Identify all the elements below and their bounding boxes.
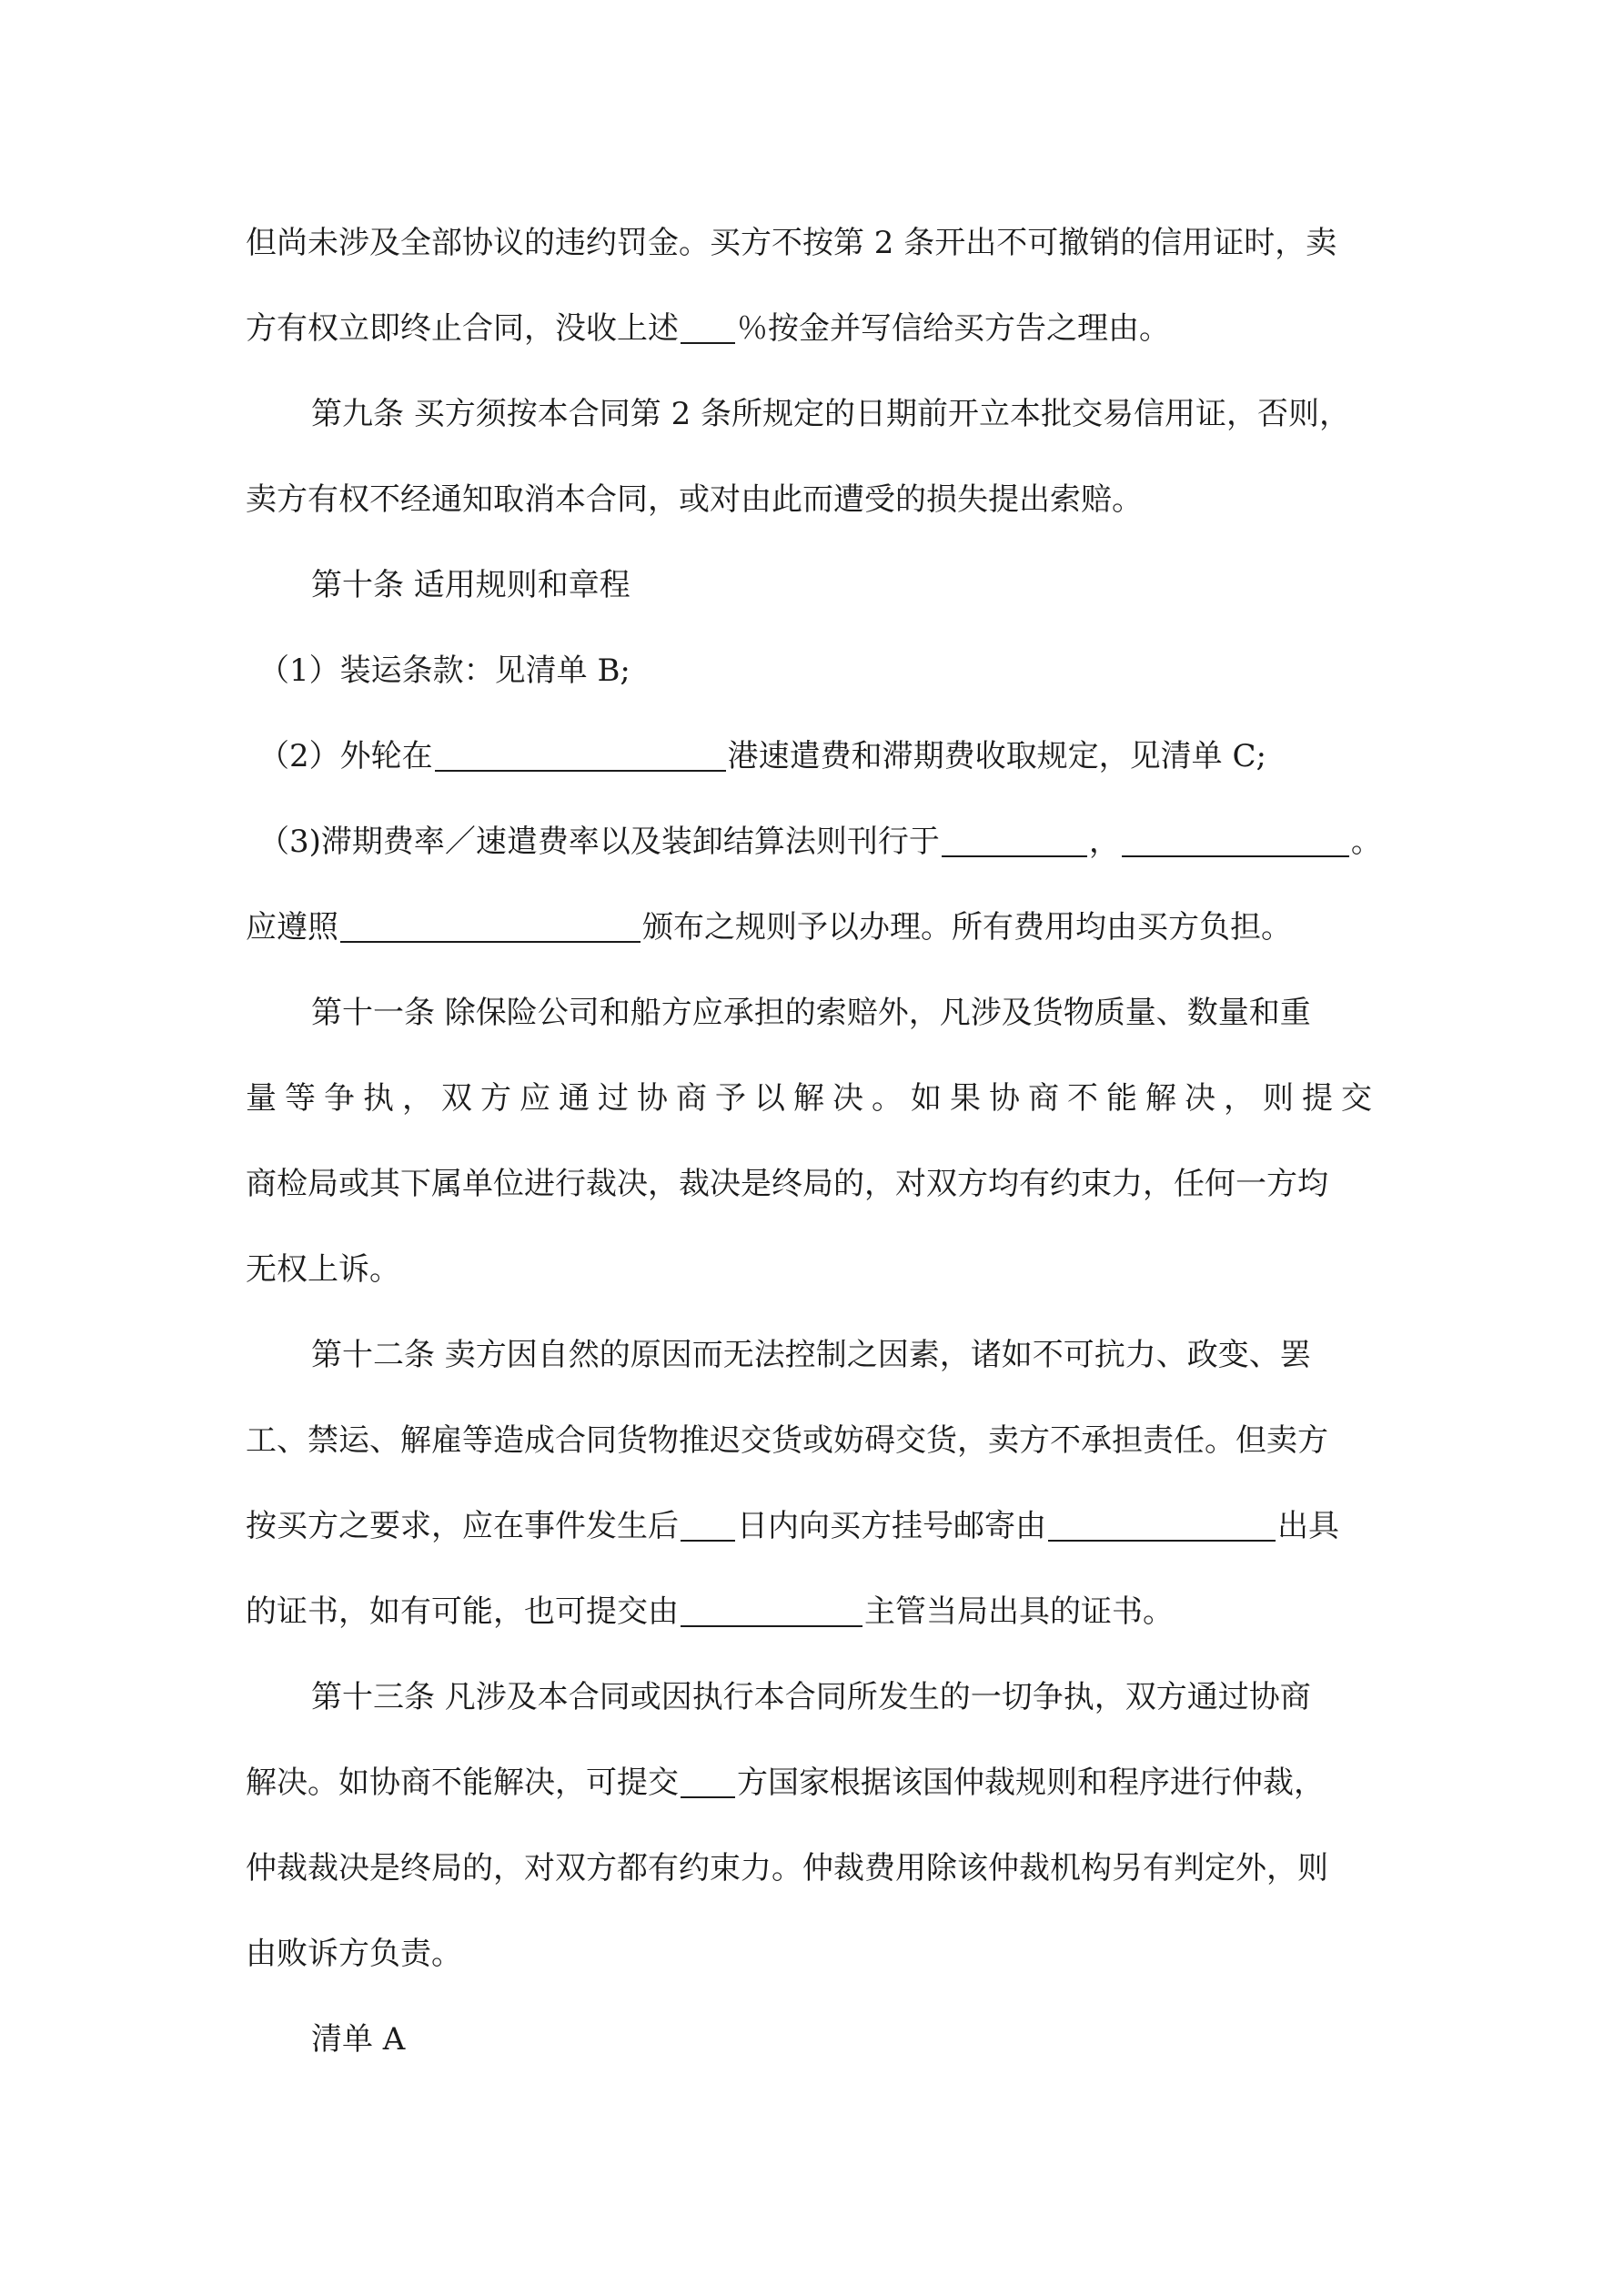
clause-12-line-3 bbox=[246, 1483, 1394, 1569]
text: 主管当局出具的证书。 bbox=[864, 1593, 1174, 1630]
text: 颁布之规则予以办理。所有费用均由买方负担。 bbox=[642, 909, 1292, 946]
text: 方国家根据该国仲裁规则和程序进行仲裁， bbox=[737, 1765, 1325, 1801]
text: 日内向买方挂号邮寄由 bbox=[737, 1508, 1046, 1544]
clause-11-line-1 bbox=[246, 970, 1394, 1056]
clause-8-deposit-line bbox=[246, 286, 1394, 371]
text: 第十三条 凡涉及本合同或因执行本合同所发生的一切争执，双方通过协商 bbox=[311, 1679, 1311, 1715]
text: 第九条 买方须按本合同第 2 条所规定的日期前开立本批交易信用证，否则， bbox=[311, 396, 1351, 432]
text: 量等争执，双方应通过协商予以解决。如果协商不能解决，则提交 bbox=[246, 1080, 1380, 1117]
text: 无权上诉。 bbox=[246, 1251, 400, 1288]
clause-10-heading bbox=[246, 542, 1394, 628]
publication-blank-1[interactable] bbox=[942, 824, 1087, 857]
clause-12-line-2 bbox=[246, 1398, 1394, 1483]
text: 出具 bbox=[1277, 1508, 1339, 1544]
authority-blank[interactable] bbox=[340, 910, 641, 943]
clause-8-continuation-line bbox=[246, 200, 1394, 286]
text: 解决。如协商不能解决，可提交 bbox=[246, 1765, 679, 1801]
clause-9-line-2 bbox=[246, 457, 1394, 542]
clause-11-line-3 bbox=[246, 1141, 1394, 1227]
days-blank[interactable] bbox=[681, 1509, 735, 1542]
text: 仲裁裁决是终局的，对双方都有约束力。仲裁费用除该仲裁机构另有判定外，则 bbox=[246, 1850, 1328, 1886]
arbitration-party-blank[interactable] bbox=[681, 1765, 735, 1798]
clause-13-line-4 bbox=[246, 1911, 1394, 1997]
deposit-percent-blank[interactable] bbox=[681, 311, 735, 344]
clause-11-line-2 bbox=[246, 1056, 1394, 1141]
text: 第十一条 除保险公司和船方应承担的索赔外，凡涉及货物质量、数量和重 bbox=[311, 995, 1311, 1031]
clause-13-line-3 bbox=[246, 1826, 1394, 1911]
port-name-blank[interactable] bbox=[435, 739, 726, 772]
text: 商检局或其下属单位进行裁决，裁决是终局的，对双方均有约束力，任何一方均 bbox=[246, 1166, 1328, 1202]
text: 卖方有权不经通知取消本合同，或对由此而遭受的损失提出索赔。 bbox=[246, 481, 1143, 518]
text: 。 bbox=[1350, 824, 1382, 860]
clause-10-item-1 bbox=[246, 628, 1394, 713]
clause-12-line-4 bbox=[246, 1569, 1394, 1654]
clause-11-line-4 bbox=[246, 1227, 1394, 1312]
clause-10-item-2 bbox=[246, 713, 1394, 799]
clause-10-item-3 bbox=[246, 799, 1394, 885]
text: 清单 A bbox=[311, 2021, 406, 2058]
text: 但尚未涉及全部协议的违约罚金。买方不按第 2 条开出不可撤销的信用证时，卖 bbox=[246, 225, 1337, 261]
text: （2）外轮在 bbox=[258, 738, 433, 774]
text: （3)滞期费率／速遣费率以及装卸结算法则刊行于 bbox=[258, 824, 940, 860]
text: 第十条 适用规则和章程 bbox=[311, 567, 630, 603]
text: 应遵照 bbox=[246, 909, 338, 946]
publication-blank-2[interactable] bbox=[1122, 824, 1349, 857]
text: 港速遣费和滞期费收取规定，见清单 C; bbox=[727, 738, 1266, 774]
text: 工、禁运、解雇等造成合同货物推迟交货或妨碍交货，卖方不承担责任。但卖方 bbox=[246, 1422, 1328, 1459]
document-page bbox=[246, 200, 1394, 2082]
competent-authority-blank[interactable] bbox=[681, 1594, 862, 1627]
text: 的证书，如有可能，也可提交由 bbox=[246, 1593, 679, 1630]
text: 方有权立即终止合同，没收上述 bbox=[246, 310, 679, 347]
clause-9-line-1 bbox=[246, 371, 1394, 457]
clause-12-line-1 bbox=[246, 1312, 1394, 1398]
text: 由败诉方负责。 bbox=[246, 1936, 462, 1972]
text: ， bbox=[1088, 824, 1120, 860]
issuer-blank[interactable] bbox=[1048, 1509, 1276, 1542]
text: 按买方之要求，应在事件发生后 bbox=[246, 1508, 679, 1544]
schedule-a-heading bbox=[246, 1997, 1394, 2082]
clause-10-item-3-continuation bbox=[246, 885, 1394, 970]
text: （1）装运条款：见清单 B; bbox=[258, 652, 630, 689]
clause-13-line-2 bbox=[246, 1740, 1394, 1826]
clause-13-line-1 bbox=[246, 1654, 1394, 1740]
text: 第十二条 卖方因自然的原因而无法控制之因素，诸如不可抗力、政变、罢 bbox=[311, 1337, 1311, 1373]
text: ％按金并写信给买方告之理由。 bbox=[737, 310, 1170, 347]
